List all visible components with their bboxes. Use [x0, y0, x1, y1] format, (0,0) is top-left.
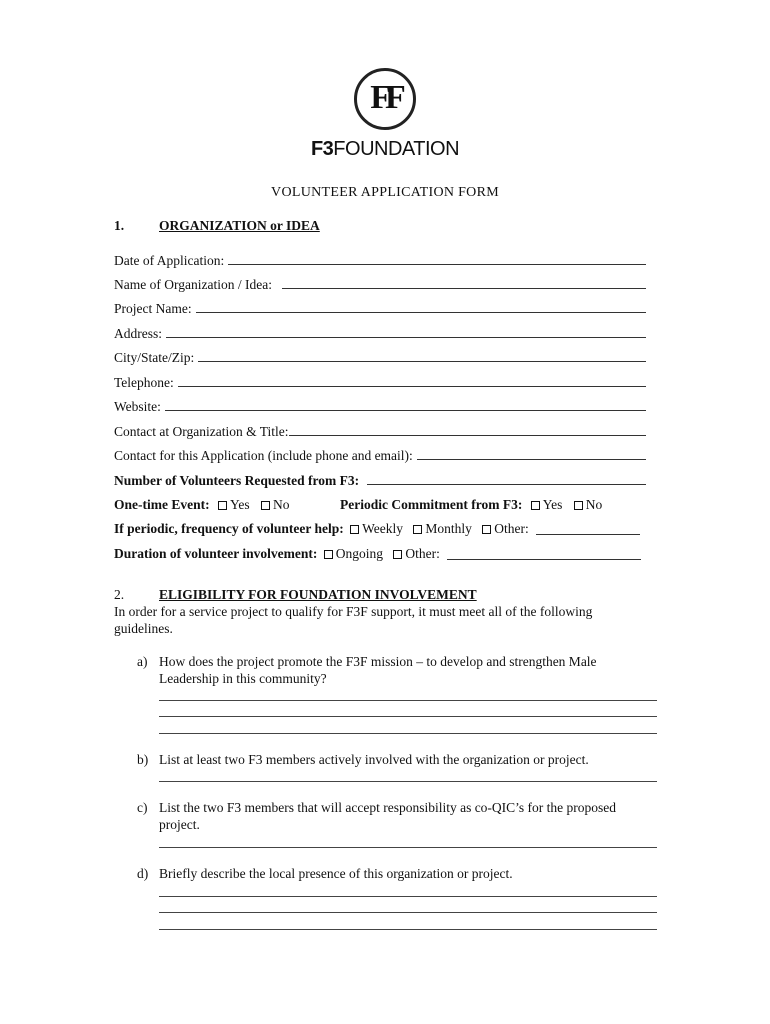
question-c-text: List the two F3 members that will accept responsibility as co-QIC’s for the proposed project.: [159, 800, 617, 832]
periodic-no-label: No: [585, 497, 603, 512]
frequency-other-checkbox[interactable]: [482, 525, 491, 534]
duration-label: Duration of volunteer involvement:: [114, 546, 318, 561]
question-b-text: List at least two F3 members actively involved with the organization or project.: [159, 752, 589, 767]
question-a-answer-line-3[interactable]: [159, 733, 657, 734]
question-c-label: c): [137, 800, 148, 815]
logo-monogram: FF: [370, 79, 400, 116]
ongoing-label: Ongoing: [335, 546, 383, 561]
logo-word-bold: F3: [310, 138, 334, 160]
date-of-application-field[interactable]: [114, 252, 646, 269]
f3-foundation-logo: [0, 68, 770, 161]
question-a: [137, 653, 637, 687]
address-line[interactable]: [166, 325, 646, 338]
date-of-application-line[interactable]: [228, 252, 646, 265]
section2-title: ELIGIBILITY FOR FOUNDATION INVOLVEMENT: [159, 587, 477, 602]
organization-name-field[interactable]: [114, 276, 646, 293]
monthly-checkbox[interactable]: [413, 525, 422, 534]
question-b-answer-line-1[interactable]: [159, 781, 657, 782]
volunteers-requested-label: Number of Volunteers Requested from F3:: [114, 473, 360, 488]
section1-title: ORGANIZATION or IDEA: [159, 218, 320, 233]
frequency-other-line[interactable]: [536, 534, 640, 535]
question-d-text: Briefly describe the local presence of this organization or project.: [159, 866, 513, 881]
one-time-no-label: No: [273, 497, 290, 512]
website-label: Website:: [114, 399, 161, 414]
one-time-yes-label: Yes: [229, 497, 250, 512]
logo-emblem: [354, 68, 416, 130]
contact-for-application-line[interactable]: [417, 447, 646, 460]
duration-other-checkbox[interactable]: [393, 550, 402, 559]
periodic-commitment-label: Periodic Commitment from F3:: [340, 497, 523, 512]
question-c: [137, 799, 637, 833]
city-state-zip-label: City/State/Zip:: [114, 350, 195, 365]
question-a-answer-line-1[interactable]: [159, 700, 657, 701]
website-field[interactable]: [114, 398, 646, 415]
form-title: VOLUNTEER APPLICATION FORM: [271, 185, 499, 200]
question-d-answer-line-1[interactable]: [159, 896, 657, 897]
periodic-yes-checkbox[interactable]: [531, 501, 540, 510]
contact-at-organization-label: Contact at Organization & Title:: [114, 424, 289, 439]
question-d-answer-line-2[interactable]: [159, 912, 657, 913]
weekly-checkbox[interactable]: [350, 525, 359, 534]
contact-for-application-label: Contact for this Application (include phone and email):: [114, 448, 413, 463]
duration-row: [114, 546, 641, 562]
question-c-answer-line-1[interactable]: [159, 847, 657, 848]
address-field[interactable]: [114, 325, 646, 342]
periodic-commitment-row: [340, 497, 602, 513]
periodic-no-checkbox[interactable]: [574, 501, 583, 510]
section1-number: 1.: [114, 218, 125, 233]
logo-word-rest: FOUNDATION: [333, 138, 460, 160]
question-a-label: a): [137, 654, 148, 669]
periodic-yes-label: Yes: [542, 497, 563, 512]
question-a-text: How does the project promote the F3F mission – to develop and strengthen Male Leadership in this community?: [159, 654, 597, 686]
organization-name-label: Name of Organization / Idea:: [114, 277, 272, 292]
contact-for-application-field[interactable]: [114, 447, 646, 464]
project-name-field[interactable]: [114, 300, 646, 317]
section2-number: 2.: [114, 587, 125, 602]
logo-wordmark: [0, 138, 770, 161]
project-name-label: Project Name:: [114, 301, 192, 316]
website-line[interactable]: [165, 398, 646, 411]
telephone-line[interactable]: [178, 374, 646, 387]
monthly-label: Monthly: [425, 521, 472, 536]
volunteers-requested-line[interactable]: [367, 472, 646, 485]
duration-other-label: Other:: [405, 546, 440, 561]
one-time-event-row: [114, 497, 290, 513]
question-b-label: b): [137, 752, 149, 767]
date-of-application-label: Date of Application:: [114, 253, 225, 268]
frequency-row: [114, 521, 640, 537]
duration-other-line[interactable]: [447, 559, 641, 560]
section2-intro: In order for a service project to qualify for F3F support, it must meet all of the following guidelines.: [114, 604, 593, 636]
contact-at-organization-field[interactable]: [114, 423, 646, 440]
one-time-yes-checkbox[interactable]: [218, 501, 227, 510]
question-d-answer-line-3[interactable]: [159, 929, 657, 930]
address-label: Address:: [114, 326, 162, 341]
question-d: [137, 865, 637, 882]
telephone-field[interactable]: [114, 374, 646, 391]
city-state-zip-line[interactable]: [198, 349, 646, 362]
project-name-line[interactable]: [196, 300, 646, 313]
one-time-event-label: One-time Event:: [114, 497, 210, 512]
volunteers-requested-field[interactable]: [114, 472, 646, 489]
question-a-answer-line-2[interactable]: [159, 716, 657, 717]
question-b: [137, 751, 637, 768]
ongoing-checkbox[interactable]: [324, 550, 333, 559]
organization-name-line[interactable]: [282, 276, 646, 289]
contact-at-organization-line[interactable]: [289, 423, 647, 436]
weekly-label: Weekly: [362, 521, 404, 536]
frequency-label: If periodic, frequency of volunteer help:: [114, 521, 344, 536]
frequency-other-label: Other:: [494, 521, 529, 536]
question-d-label: d): [137, 866, 149, 881]
city-state-zip-field[interactable]: [114, 349, 646, 366]
one-time-no-checkbox[interactable]: [261, 501, 270, 510]
telephone-label: Telephone:: [114, 375, 174, 390]
